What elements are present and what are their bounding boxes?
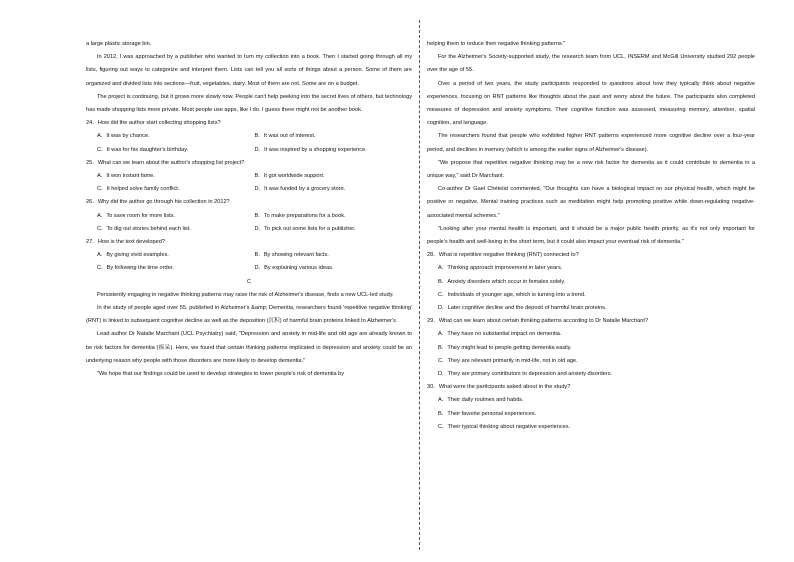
option: D．By explaining various ideas. — [254, 265, 334, 272]
paragraph: "Looking after your mental health is important, and it should be a major public health priority, as it's not only important for people's health and well-being in the short term, but it could also impact your eventual risk of dementia." — [427, 225, 755, 246]
question-30: 30．What were the participants asked about in the study? — [427, 384, 571, 391]
paragraph: Over a period of two years, the study participants responded to questions about how they typically think about negative experiences, focusing on RNT patterns like thoughts about the past and worry about the future. The participants also completed measures of depression and anxiety symptoms. Their cognitive function was assessed, measuring memory, attention, spatial cognition, and language. — [427, 80, 755, 127]
options-28 — [427, 262, 755, 315]
options-24 — [86, 130, 412, 156]
options-30 — [427, 394, 755, 434]
paragraph: In 2012, I was approached by a publisher who wanted to turn my collection into a book. Then I started going through all my lists, figuring out ways to categorize and interpret them. Lists can tell you all sorts of things about a person. Some of them are organized and divided lists into sections—fruit, vegetables, dairy. Most of them are not. Some are on a budget. — [86, 54, 412, 87]
option: C．They are relevant primarily in mid-life, not in old age. — [438, 357, 578, 364]
paragraph: "We hope that our findings could be used to develop strategies to lower people's risk of dementia by — [97, 371, 345, 378]
option: D．To pick out some lists for a publisher. — [254, 225, 356, 232]
paragraph: The project is continuing, but it grows more slowly now. People can't help peeking into the secret lives of others, but technology has made shopping lists more private. Most people use apps, like I do. I guess there might not be another book. — [86, 93, 412, 114]
question-29: 29．What can we learn about certain thinking patterns according to Dr Natalie Marchant? — [427, 318, 649, 325]
option: C．It helped solve family conflict. — [97, 186, 180, 193]
option: D．They are primary contributors to depression and anxiety disorders. — [438, 371, 613, 378]
option: B．It was out of interest. — [254, 133, 316, 140]
question-24: 24．How did the author start collecting shopping lists? — [86, 120, 221, 127]
option: B．By showing relevant facts. — [254, 252, 329, 259]
option: A．Thinking approach improvement in later years. — [438, 265, 563, 272]
option: A．By giving vivid examples. — [97, 252, 169, 259]
option: A．To save room for more lists. — [97, 212, 176, 219]
paragraph: Lead author Dr Natalie Marchant (UCL Psychiatry) said, "Depression and anxiety in mid-life and old age are already known to be risk factors for dementia (痴呆). Here, we found that certain thinking patterns implicated in depression and anxiety could be an underlying reason why people with those disorders are more likely to develop dementia." — [86, 331, 412, 364]
paragraph: helping them to reduce their negative thinking patterns." — [427, 41, 566, 47]
option: C．By following the time order. — [97, 265, 174, 272]
option: B．Their favorite personal experiences. — [438, 410, 537, 417]
option: B．They might lead to people getting dementia easily. — [438, 344, 572, 351]
option: D．It was funded by a grocery store. — [254, 186, 346, 193]
option: C．Their typical thinking about negative experiences. — [438, 423, 571, 430]
paragraph: The researchers found that people who exhibited higher RNT patterns experienced more cognitive decline over a four-year period, and declines in memory (which is among the earlier signs of Alzheimer's disease). — [427, 133, 755, 153]
option: A．Their daily routines and habits. — [438, 397, 524, 404]
left-column — [86, 38, 412, 381]
option: B．To make preparations for a book. — [254, 212, 346, 219]
question-26: 26．Why did the author go through his collection in 2012? — [86, 199, 230, 206]
question-25: 25．What can we learn about the author's shopping list project? — [86, 159, 245, 166]
options-25 — [86, 170, 412, 196]
option: B．It got worldwide support. — [254, 173, 325, 180]
option: A．It was by chance. — [97, 133, 150, 140]
question-27: 27．How is the text developed? — [86, 239, 165, 246]
right-column — [427, 38, 755, 434]
option: A．They have no substantial impact on dementia. — [438, 331, 562, 338]
option: D．Later cognitive decline and the deposit of harmful brain proteins. — [438, 305, 607, 312]
option: D．It was inspired by a shopping experience. — [254, 146, 367, 153]
option: C．It was for his daughter's birthday. — [97, 146, 189, 153]
options-26 — [86, 210, 412, 236]
paragraph: In the study of people aged over 55, published in Alzheimer's &amp; Dementia, researchers found 'repetitive negative thinking' (RNT) is linked to subsequent cognitive decline as well as the deposition (沉积) of harmful brain proteins linked to Alzheimer's. — [86, 305, 412, 325]
option: A．It won instant fame. — [97, 173, 155, 180]
option: C．To dig out stories behind each list. — [97, 225, 191, 232]
paragraph: a large plastic storage bin. — [86, 41, 152, 47]
options-27 — [86, 249, 412, 275]
paragraph: "We propose that repetitive negative thinking may be a new risk factor for dementia as it could contribute to dementia in a unique way," said Dr Marchant. — [427, 159, 755, 180]
column-divider — [419, 20, 420, 550]
section-heading: C — [246, 278, 252, 285]
paragraph: Co-author Dr Gael Chételat commented, "Our thoughts can have a biological impact on our physical health, which might be positive or negative. Mental training practices such as meditation might help promoting positive while down-regulating negative-associated mental schemes." — [427, 186, 755, 219]
option: C．Individuals of younger age, which is turning into a trend. — [438, 291, 586, 298]
paragraph: Persistently engaging in negative thinking patterns may raise the risk of Alzheimer's disease, finds a new UCL-led study. — [97, 291, 394, 298]
paragraph: For the Alzheimer's Society-supported study, the research team from UCL, INSERM and McGill University studied 292 people over the age of 55. — [427, 54, 755, 74]
options-29 — [427, 328, 755, 381]
question-28: 28．What is repetitive negative thinking (RNT) connected to? — [427, 252, 579, 259]
option: B．Anxiety disorders which occur in females solely. — [438, 278, 566, 285]
